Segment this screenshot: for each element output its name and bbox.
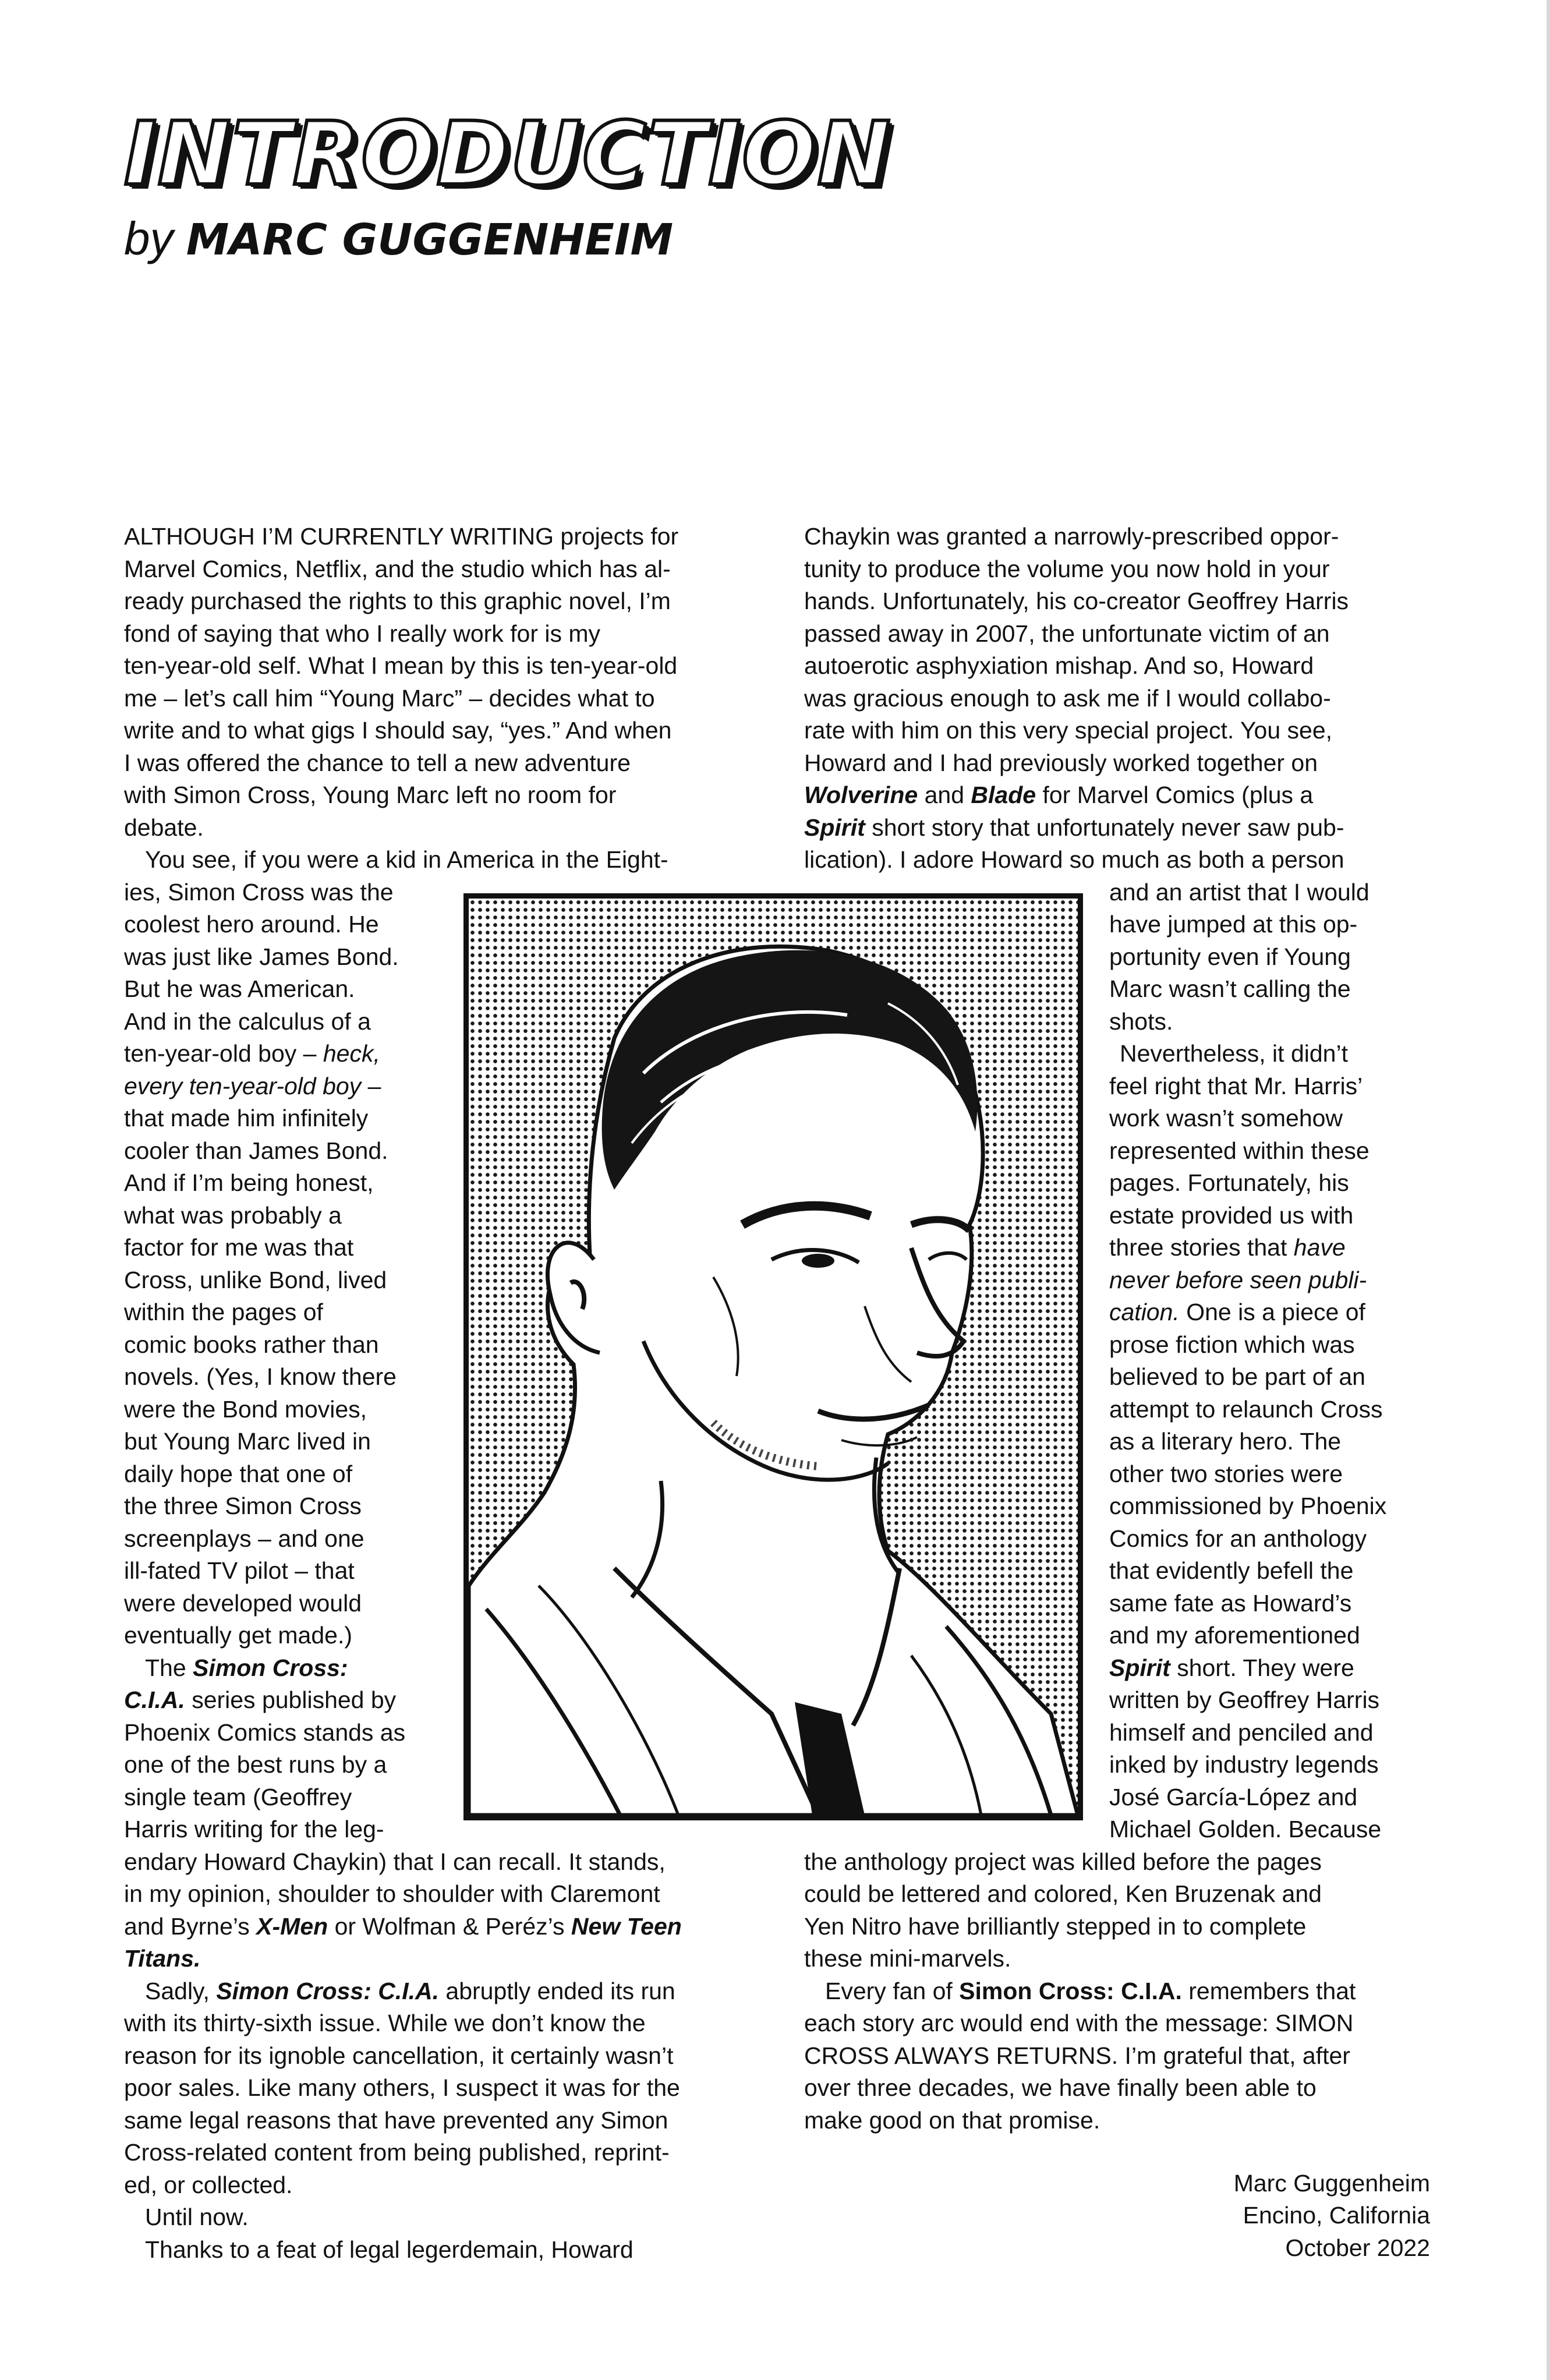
text-line: the three Simon Cross [124,1493,362,1519]
text-span: and Byrne’s [124,1913,257,1940]
text-span: short. They were [1170,1654,1354,1681]
text-line: And if I’m being honest, [124,1169,374,1196]
text-span-bold-italic: Wolverine [804,781,918,808]
text-line: But he was American. [124,975,355,1002]
text-line: within the pages of [124,1299,323,1325]
text-line: Chaykin was granted a narrowly-prescribed oppor- [804,523,1339,550]
text-span: series published by [185,1686,397,1713]
text-line: Until now. [145,2204,249,2230]
text-line: ies, Simon Cross was the [124,879,394,906]
text-span: for Marvel Comics (plus a [1036,781,1314,808]
signature-name: Marc Guggenheim [1233,2170,1430,2197]
text-line: and my aforementioned [1109,1622,1360,1649]
author-name: MARC GUGGENHEIM [186,215,674,265]
text-line: coolest hero around. He [124,911,379,938]
text-line: single team (Geoffrey [124,1784,352,1810]
text-line: debate. [124,814,204,841]
portrait-illustration [463,893,1083,1820]
text-line [1109,1296,1365,1329]
text-line: pages. Fortunately, his [1109,1169,1349,1196]
text-line: José García-López and [1109,1784,1358,1810]
text-line: I was offered the chance to tell a new adventure [124,749,631,776]
text-line: with its thirty-sixth issue. While we don’t know the [124,2010,646,2036]
page-edge-divider [1547,0,1550,2380]
text-line: cooler than James Bond. [124,1137,388,1164]
text-line: same legal reasons that have prevented any Simon [124,2107,668,2134]
text-span-bold-italic: Spirit [1109,1654,1170,1681]
text-line: daily hope that one of [124,1460,353,1487]
text-span: – [361,1073,381,1099]
text-line: in my opinion, shoulder to shoulder with Claremont [124,1880,660,1907]
text-line: Cross, unlike Bond, lived [124,1267,387,1293]
text-span-italic: cation. [1109,1299,1180,1325]
text-line: Michael Golden. Because [1109,1816,1382,1843]
text-line: Marc wasn’t calling the [1109,975,1351,1002]
text-line: fond of saying that who I really work for is my [124,620,601,647]
text-span: three stories that [1109,1234,1294,1261]
text-line: other two stories were [1109,1460,1343,1487]
text-line: ten-year-old self. What I mean by this is ten-year-old [124,652,678,679]
text-line: that evidently befell the [1109,1557,1354,1584]
text-line: hands. Unfortunately, his co-creator Geoffrey Harris [804,588,1349,614]
text-span-bold-italic: Blade [971,781,1036,808]
text-span-bold: Simon Cross: C.I.A. [959,1978,1182,2004]
text-line: represented within these [1109,1137,1369,1164]
text-line: could be lettered and colored, Ken Bruzenak and [804,1880,1322,1907]
text-line: were developed would [124,1590,362,1617]
text-line: have jumped at this op- [1109,911,1358,938]
text-line [804,1975,1356,2008]
text-line: commissioned by Phoenix [1109,1493,1387,1519]
text-span: or Wolfman & Peréz’s [328,1913,571,1940]
byline [124,213,674,265]
text-span-bold-italic: Spirit [804,814,865,841]
text-line: were the Bond movies, [124,1396,367,1423]
text-span: abruptly ended its run [439,1978,675,2004]
byline-by: by [124,213,174,264]
text-line [124,1684,396,1717]
text-line: prose fiction which was [1109,1331,1355,1358]
text-line: screenplays – and one [124,1525,365,1552]
text-line [124,1652,348,1685]
text-line: Thanks to a feat of legal legerdemain, Howard [145,2236,634,2263]
text-line: Phoenix Comics stands as [124,1719,406,1746]
text-line: reason for its ignoble cancellation, it certainly wasn’t [124,2042,674,2069]
text-line: feel right that Mr. Harris’ [1109,1073,1363,1099]
text-span: One is a piece of [1179,1299,1365,1325]
text-line: himself and penciled and [1109,1719,1374,1746]
text-line: endary Howard Chaykin) that I can recall. It stands, [124,1848,666,1875]
text-line: portunity even if Young [1109,943,1351,970]
text-line: shots. [1109,1008,1173,1035]
text-line: over three decades, we have finally been able to [804,2074,1317,2101]
text-line: each story arc would end with the message: SIMON [804,2010,1354,2036]
text-line: the anthology project was killed before the pages [804,1848,1322,1875]
text-line: Yen Nitro have brilliantly stepped in to complete [804,1913,1307,1940]
text-line: factor for me was that [124,1234,354,1261]
text-span-italic: have [1293,1234,1346,1261]
text-line: passed away in 2007, the unfortunate victim of an [804,620,1330,647]
text-line [124,1911,682,1943]
text-span: Sadly, [145,1978,217,2004]
text-line [804,779,1313,812]
text-line: same fate as Howard’s [1109,1590,1352,1617]
text-span: short story that unfortunately never saw pub- [865,814,1344,841]
text-line: these mini-marvels. [804,1945,1011,1972]
text-line: one of the best runs by a [124,1751,387,1778]
text-line: that made him infinitely [124,1105,369,1131]
text-line: And in the calculus of a [124,1008,371,1035]
text-line: write and to what gigs I should say, “yes.” And when [124,717,672,744]
text-line: Cross-related content from being published, reprint- [124,2139,670,2166]
text-span: remembers that [1181,1978,1356,2004]
text-line: You see, if you were a kid in America in the Eight- [145,846,668,873]
text-line: Harris writing for the leg- [124,1816,384,1843]
text-line: never before seen publi- [1109,1267,1367,1293]
text-line: novels. (Yes, I know there [124,1363,397,1390]
text-span-bold-italic: X-Men [256,1913,328,1940]
text-span-italic: heck, [323,1040,380,1067]
text-line: ready purchased the rights to this graphic novel, I’m [124,588,671,614]
text-line: Comics for an anthology [1109,1525,1367,1552]
text-line [804,812,1344,844]
text-line: tunity to produce the volume you now hold in your [804,556,1330,582]
text-line: rate with him on this very special project. You see, [804,717,1333,744]
text-line: Marvel Comics, Netflix, and the studio which has al- [124,556,671,582]
text-line: ed, or collected. [124,2172,293,2198]
text-line: attempt to relaunch Cross [1109,1396,1383,1423]
text-span-bold-italic: Simon Cross: C.I.A. [216,1978,440,2004]
text-line: CROSS ALWAYS RETURNS. I’m grateful that, after [804,2042,1350,2069]
text-span-bold-italic: New Teen [571,1913,682,1940]
signature-place: Encino, California [1243,2202,1430,2229]
text-span: The [145,1654,193,1681]
text-line: was just like James Bond. [124,943,399,970]
text-line: Nevertheless, it didn’t [1120,1040,1348,1067]
text-span-italic: every ten-year-old boy [124,1073,362,1099]
text-line: Titans. [124,1945,201,1972]
text-line [124,1070,381,1103]
text-line: inked by industry legends [1109,1751,1379,1778]
text-line [1109,1652,1354,1685]
text-line: believed to be part of an [1109,1363,1365,1390]
text-line: lication). I adore Howard so much as both a person [804,846,1344,873]
text-span-bold-italic: C.I.A. [124,1686,185,1713]
text-line: Howard and I had previously worked together on [804,749,1318,776]
text-line: but Young Marc lived in [124,1428,371,1455]
text-line: with Simon Cross, Young Marc left no room for [124,781,617,808]
text-line: ALTHOUGH I’M CURRENTLY WRITING projects for [124,523,679,550]
text-line: as a literary hero. The [1109,1428,1342,1455]
text-line [124,1975,675,2008]
text-line: was gracious enough to ask me if I would collabo- [804,685,1331,712]
text-line: ill-fated TV pilot – that [124,1557,355,1584]
text-line: work wasn’t somehow [1109,1105,1343,1131]
text-line: autoerotic asphyxiation mishap. And so, Howard [804,652,1314,679]
text-line: make good on that promise. [804,2107,1100,2134]
text-line: eventually get made.) [124,1622,353,1649]
text-span: ten-year-old boy – [124,1040,323,1067]
text-line: estate provided us with [1109,1202,1354,1229]
text-line: comic books rather than [124,1331,379,1358]
text-line: and an artist that I would [1109,879,1369,906]
text-line: written by Geoffrey Harris [1109,1686,1380,1713]
text-span: Every fan of [825,1978,960,2004]
signature-date: October 2022 [1285,2234,1430,2261]
text-line [1109,1232,1346,1264]
text-span-bold-italic: Simon Cross: [193,1654,348,1681]
text-span: and [918,781,971,808]
text-line: what was probably a [124,1202,342,1229]
text-line: poor sales. Like many others, I suspect it was for the [124,2074,680,2101]
text-line [124,1038,380,1070]
text-line: me – let’s call him “Young Marc” – decides what to [124,685,655,712]
portrait-linework [469,899,1078,1815]
page-title: INTRODUCTION [124,104,892,205]
